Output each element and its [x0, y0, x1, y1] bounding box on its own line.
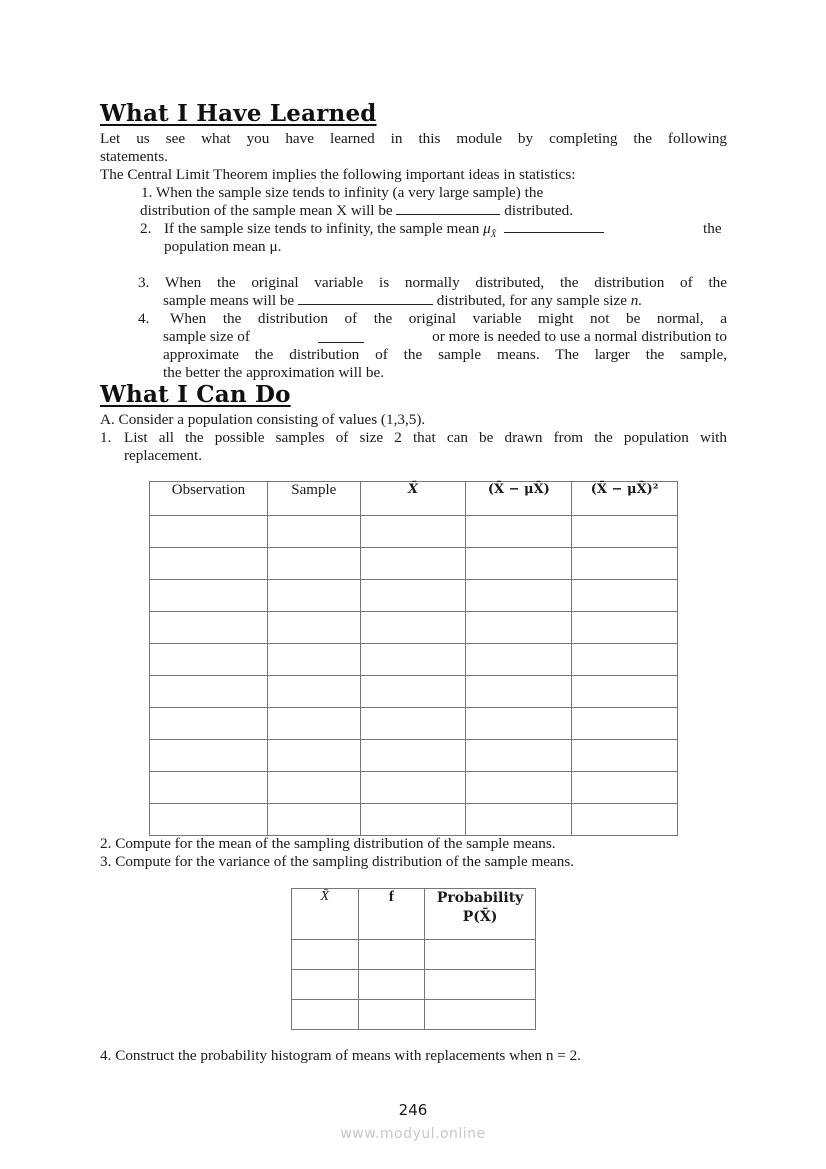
clt-intro: The Central Limit Theorem implies the following important ideas in statistics: — [100, 166, 576, 183]
table1-cell[interactable] — [466, 772, 572, 804]
table1-cell[interactable] — [267, 740, 360, 772]
header-xbar: X̄ — [360, 482, 466, 516]
table1-cell[interactable] — [466, 676, 572, 708]
table1-cell[interactable] — [267, 804, 360, 836]
table2-cell[interactable] — [358, 1000, 425, 1030]
q1-number: 1. — [100, 429, 112, 446]
table1-cell[interactable] — [360, 772, 466, 804]
table1-cell[interactable] — [360, 516, 466, 548]
table1-cell[interactable] — [150, 740, 268, 772]
table2-cell[interactable] — [292, 1000, 359, 1030]
table1-cell[interactable] — [150, 548, 268, 580]
item-2-number: 2. — [140, 220, 152, 237]
table1-cell[interactable] — [466, 740, 572, 772]
table1-cell[interactable] — [360, 708, 466, 740]
table1-cell[interactable] — [572, 708, 678, 740]
table2-cell[interactable] — [292, 940, 359, 970]
header-squared-deviation: (X̄ − μX̄)² — [572, 482, 678, 516]
table1-cell[interactable] — [466, 644, 572, 676]
mu-symbol: μ — [483, 220, 491, 237]
samples-table-header-row — [150, 482, 678, 516]
table1-cell[interactable] — [466, 580, 572, 612]
item-2-blank[interactable] — [504, 220, 604, 233]
table1-row — [150, 580, 678, 612]
table1-row — [150, 676, 678, 708]
item-1-line-1: 1. When the sample size tends to infinity (a very large sample) the — [141, 184, 544, 201]
item-4-blank[interactable] — [318, 330, 364, 343]
page-number: 246 — [398, 1101, 428, 1119]
q3: 3. Compute for the variance of the sampling distribution of the sample means. — [100, 853, 575, 870]
table1-cell[interactable] — [572, 676, 678, 708]
table2-cell[interactable] — [292, 970, 359, 1000]
table1-cell[interactable] — [150, 708, 268, 740]
header-xbar: X̄ — [292, 889, 359, 940]
header-observation: Observation — [150, 482, 268, 516]
table1-cell[interactable] — [267, 772, 360, 804]
table1-row — [150, 644, 678, 676]
table1-cell[interactable] — [572, 516, 678, 548]
table1-cell[interactable] — [466, 612, 572, 644]
table1-cell[interactable] — [150, 676, 268, 708]
header-deviation: (X̄ − μX̄) — [466, 482, 572, 516]
table1-cell[interactable] — [572, 804, 678, 836]
table1-row — [150, 708, 678, 740]
table2-row — [292, 940, 536, 970]
item-4-text-b: or more is needed to use a normal distribution to — [432, 328, 727, 345]
item-3-number: 3. — [138, 274, 150, 291]
table1-cell[interactable] — [572, 612, 678, 644]
table1-row — [150, 772, 678, 804]
item-2-line-2: population mean μ. — [164, 238, 282, 255]
intro-line-2: statements. — [100, 148, 168, 165]
item-1-text-a: distribution of the sample mean X will be — [140, 202, 393, 219]
item-2-text-a: If the sample size tends to infinity, the sample mean — [164, 220, 480, 237]
header-probability — [425, 889, 536, 940]
q2: 2. Compute for the mean of the sampling distribution of the sample means. — [100, 835, 556, 852]
item-3-line-1: When the original variable is normally distributed, the distribution of the — [165, 274, 727, 291]
table1-cell[interactable] — [572, 772, 678, 804]
item-4-line-3: approximate the distribution of the sample means. The larger the sample, — [163, 346, 727, 363]
table2-row — [292, 1000, 536, 1030]
table1-cell[interactable] — [267, 580, 360, 612]
table1-cell[interactable] — [466, 548, 572, 580]
table1-cell[interactable] — [360, 804, 466, 836]
item-4-line-2 — [163, 328, 727, 346]
table1-cell[interactable] — [360, 612, 466, 644]
table1-cell[interactable] — [360, 580, 466, 612]
item-3-text-a: sample means will be — [163, 292, 295, 309]
table1-row — [150, 740, 678, 772]
item-3-text-b: distributed, for any sample size — [436, 292, 627, 309]
table1-row — [150, 612, 678, 644]
table1-cell[interactable] — [360, 676, 466, 708]
table1-cell[interactable] — [267, 676, 360, 708]
table1-cell[interactable] — [267, 516, 360, 548]
table1-cell[interactable] — [150, 772, 268, 804]
table2-cell[interactable] — [425, 970, 536, 1000]
table1-row — [150, 516, 678, 548]
table1-cell[interactable] — [360, 548, 466, 580]
table1-cell[interactable] — [267, 612, 360, 644]
item-3-line-2 — [163, 292, 642, 310]
table1-cell[interactable] — [360, 644, 466, 676]
table1-cell[interactable] — [150, 804, 268, 836]
item-2-the: the — [703, 220, 722, 237]
table1-cell[interactable] — [267, 708, 360, 740]
section-title-what-i-have-learned: What I Have Learned — [100, 100, 377, 127]
table1-row — [150, 804, 678, 836]
table2-cell[interactable] — [358, 940, 425, 970]
table1-cell[interactable] — [150, 612, 268, 644]
table1-cell[interactable] — [466, 804, 572, 836]
table1-row — [150, 548, 678, 580]
table1-cell[interactable] — [572, 548, 678, 580]
item-3-blank[interactable] — [298, 292, 433, 305]
table2-cell[interactable] — [358, 970, 425, 1000]
table2-cell[interactable] — [425, 940, 536, 970]
item-1-line-2 — [140, 202, 573, 220]
item-1-blank[interactable] — [396, 202, 500, 215]
part-a: A. Consider a population consisting of values (1,3,5). — [100, 411, 426, 428]
table1-cell[interactable] — [572, 740, 678, 772]
table1-cell[interactable] — [150, 580, 268, 612]
header-probability-notation: P(X̄) — [462, 909, 498, 925]
table2-cell[interactable] — [425, 1000, 536, 1030]
samples-table — [149, 481, 678, 836]
watermark: www.modyul.online — [340, 1126, 486, 1142]
q1-line-2: replacement. — [124, 447, 202, 464]
table1-cell[interactable] — [572, 580, 678, 612]
table1-cell[interactable] — [466, 708, 572, 740]
table1-cell[interactable] — [150, 516, 268, 548]
table1-cell[interactable] — [360, 740, 466, 772]
mu-subscript: X̄ — [490, 229, 497, 240]
q4: 4. Construct the probability histogram of means with replacements when n = 2. — [100, 1047, 581, 1064]
header-sample: Sample — [267, 482, 360, 516]
header-frequency: f — [358, 889, 425, 940]
n-symbol: n. — [630, 292, 643, 309]
item-4-line-4: the better the approximation will be. — [163, 364, 384, 381]
item-4-number: 4. — [138, 310, 150, 327]
table1-cell[interactable] — [572, 644, 678, 676]
q1-line-1: List all the possible samples of size 2 that can be drawn from the population with — [124, 429, 727, 446]
item-1-text-b: distributed. — [504, 202, 574, 219]
table1-cell[interactable] — [267, 644, 360, 676]
table1-cell[interactable] — [466, 516, 572, 548]
item-4-text-a: sample size of — [163, 328, 250, 345]
item-4-line-1: When the distribution of the original variable might not be normal, a — [170, 310, 727, 327]
table1-cell[interactable] — [267, 548, 360, 580]
section-title-what-i-can-do: What I Can Do — [100, 381, 291, 408]
probability-table-header-row — [292, 889, 536, 940]
header-probability-label: Probability — [436, 890, 524, 906]
table1-cell[interactable] — [150, 644, 268, 676]
intro-line-1: Let us see what you have learned in this module by completing the following — [100, 130, 727, 147]
probability-table — [291, 888, 536, 1030]
table2-row — [292, 970, 536, 1000]
